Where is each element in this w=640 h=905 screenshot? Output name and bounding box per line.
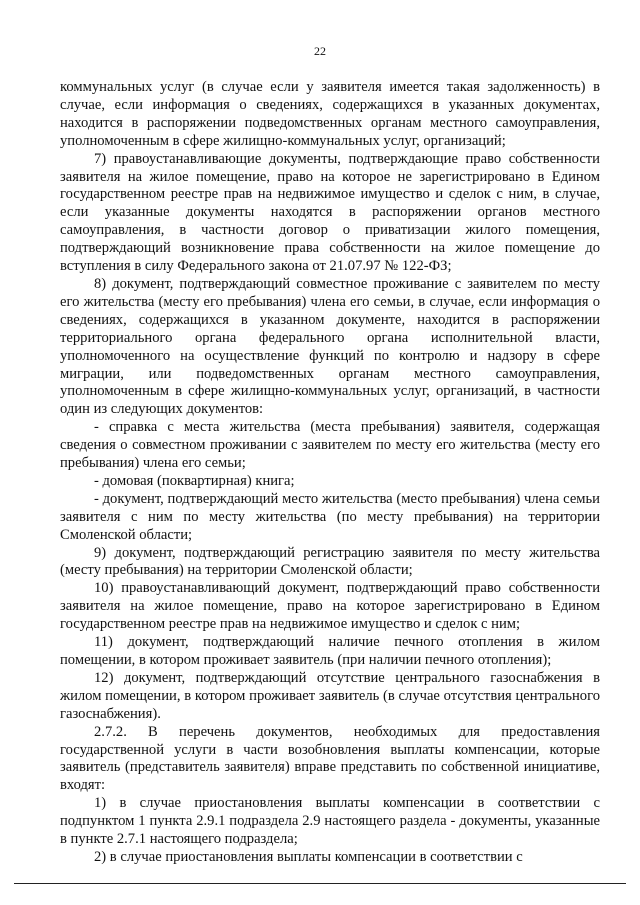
paragraph-subitem-2: 2) в случае приостановления выплаты компенсации в соответствии с bbox=[94, 848, 523, 865]
paragraph-item-11: 11) документ, подтверждающий наличие печного отопления в жилом помещении, в котором проживает заявитель (при наличии печного отопления); bbox=[60, 634, 600, 668]
paragraph-bullet-certificate: - справка с места жительства (места пребывания) заявителя, содержащая сведения о совместном проживании с заявителем по месту его жительства (месту его пребывания) члена его семьи; bbox=[60, 419, 600, 472]
bottom-rule bbox=[14, 883, 626, 884]
paragraph-section-2-7-2: 2.7.2. В перечень документов, необходимых для предоставления государственной услуги в части возобновления выплаты компенсации, которые заявитель (представитель заявителя) вправе представить по собственной инициативе, входят: bbox=[60, 723, 600, 794]
paragraph-bullet-house-book: - домовая (поквартирная) книга; bbox=[94, 472, 295, 489]
paragraph-item-8: 8) документ, подтверждающий совместное проживание с заявителем по месту его жительства (месту его пребывания) члена его семьи, в случае, если информация о сведениях, содержащихся в указанном документе, находится в распоряжении территориального органа федерального органа исполнительной власти, уполномоченного на осуществление функций по контролю и надзору в сфере миграции, или подведомственных органам местного самоуправления, уполномоченным в сфере жилищно-коммунальных услуг, организаций, в частности один из следующих документов: bbox=[60, 275, 600, 418]
paragraph-item-7: 7) правоустанавливающие документы, подтверждающие право собственности заявителя на жилое помещение, право на которое не зарегистрировано в Едином государственном реестре прав на недвижимое имущество и сделок с ним, в случае, если указанные документы находятся в распоряжении органов местного самоуправления, в частности договор о приватизации жилого помещения, подтверждающий возникновение права собственности на жилое помещение до вступления в силу Федерального закона от 21.07.97 № 122-ФЗ; bbox=[60, 150, 600, 275]
paragraph-continuation: коммунальных услуг (в случае если у заявителя имеется такая задолженность) в случае, если информация о сведениях, содержащихся в указанных документах, находится в распоряжении подведомственных органам местного самоуправления, уполномоченным в сфере жилищно-коммунальных услуг, организаций; bbox=[60, 79, 600, 149]
paragraph-bullet-residence-doc: - документ, подтверждающий место жительства (место пребывания) члена семьи заявителя с ним по месту жительства (по месту пребывания) на территории Смоленской области; bbox=[60, 490, 600, 543]
document-body bbox=[60, 79, 600, 867]
paragraph-item-9: 9) документ, подтверждающий регистрацию заявителя по месту жительства (месту пребывания) на территории Смоленской области; bbox=[60, 544, 600, 579]
paragraph-item-12: 12) документ, подтверждающий отсутствие центрального газоснабжения в жилом помещении, в котором проживает заявитель (в случае отсутствия центрального газоснабжения). bbox=[60, 669, 600, 722]
paragraph-item-10: 10) правоустанавливающий документ, подтверждающий право собственности заявителя на жилое помещение, право на которое зарегистрировано в Едином государственном реестре прав на недвижимое имущество и сделок с ним; bbox=[60, 580, 600, 633]
paragraph-subitem-1: 1) в случае приостановления выплаты компенсации в соответствии с подпунктом 1 пункта 2.9.1 подраздела 2.9 настоящего раздела - документы, указанные в пункте 2.7.1 настоящего подраздела; bbox=[60, 795, 600, 848]
page-number: 22 bbox=[314, 44, 326, 58]
